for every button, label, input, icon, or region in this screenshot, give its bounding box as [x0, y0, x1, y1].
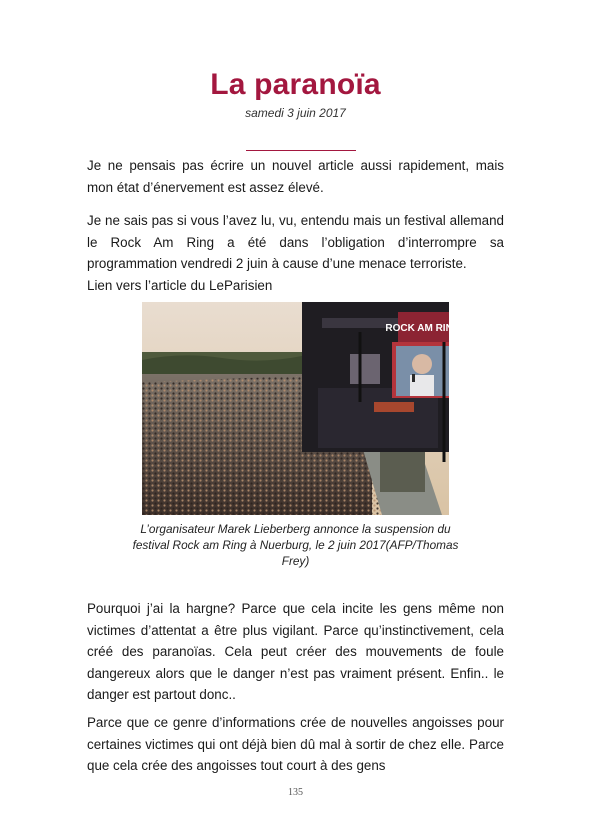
article-date: samedi 3 juin 2017 [245, 106, 346, 120]
page-number: 135 [288, 787, 303, 798]
paragraph-festival-text: Je ne sais pas si vous l’avez lu, vu, entendu mais un festival allemand le Rock Am Ring a été dans l’obligation d’interrompre sa programmation vendredi 2 juin à cause d’une menace terroriste. [87, 213, 504, 272]
festival-photo [142, 302, 461, 515]
stage-sign-text: ROCK AM RING [385, 323, 461, 334]
title-divider [246, 150, 356, 151]
paragraph-festival [87, 210, 504, 296]
paragraph-hargne: Pourquoi j’ai la hargne? Parce que cela incite les gens même non victimes d’attentat a être plus vigilant. Parce qu’instinctivement, cela créé des paranoïas. Cela peut créer des mouvements de foule dangereux alors que le danger n’est pas vraiment présent. Enfin.. le danger est partout donc.. [87, 601, 504, 703]
article-link[interactable]: Lien vers l’article du LeParisien [87, 277, 273, 293]
paragraph-angoisses: Parce que ce genre d’informations crée de nouvelles angoisses pour certaines victimes qui ont déjà bien dû mal à sortir de chez elle. Parce que cela crée des angoisses tout court à des gens [87, 715, 504, 774]
paragraph-intro: Je ne pensais pas écrire un nouvel article aussi rapidement, mais mon état d’énervement est assez élevé. [87, 158, 504, 195]
article-title: La paranoïa [210, 68, 381, 101]
photo-caption: L’organisateur Marek Lieberberg annonce la suspension du festival Rock am Ring à Nuerburg, le 2 juin 2017(AFP/Thomas Frey) [132, 522, 459, 568]
